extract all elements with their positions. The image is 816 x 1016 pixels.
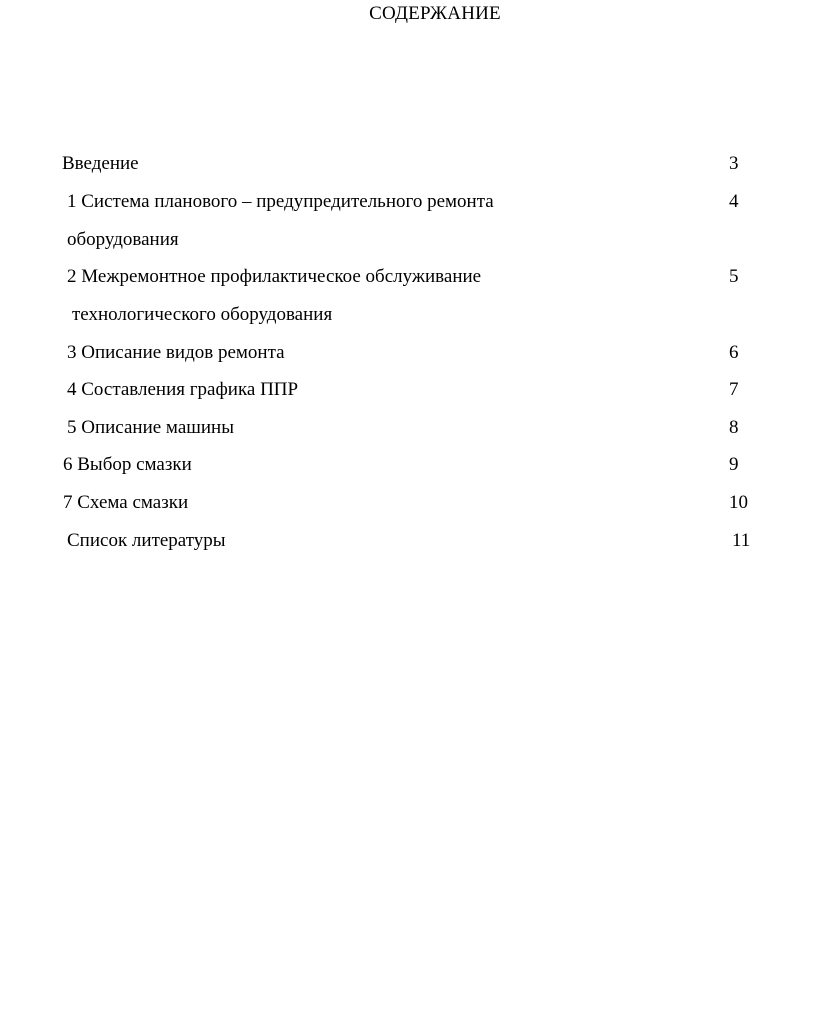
toc-page-number: 7 [729,379,739,400]
toc-entry-lubricant-choice: 6 Выбор смазки [63,454,192,475]
toc-entry-introduction: Введение [62,153,139,174]
toc-page-number: 3 [729,153,739,174]
toc-page-number: 6 [729,342,739,363]
toc-entry-repair-types: 3 Описание видов ремонта [67,342,285,363]
toc-entry-maintenance: 2 Межремонтное профилактическое обслуживание [67,266,482,287]
toc-entry-ppr-system-continuation: оборудования [67,229,179,250]
toc-entry-maintenance-continuation: технологического оборудования [72,304,333,325]
toc-page-number: 10 [729,492,748,513]
page-title: СОДЕРЖАНИЕ [369,3,501,24]
toc-entry-machine-description: 5 Описание машины [67,417,234,438]
toc-page-number: 8 [729,417,739,438]
toc-page-number: 11 [732,530,751,551]
toc-page-number: 5 [729,266,739,287]
toc-entry-ppr-schedule: 4 Составления графика ППР [67,379,299,400]
toc-entry-references: Список литературы [67,530,226,551]
toc-page-number: 4 [729,191,739,212]
toc-page-number: 9 [729,454,739,475]
toc-entry-ppr-system: 1 Система планового – предупредительного ремонта [67,191,494,212]
toc-entry-lubrication-scheme: 7 Схема смазки [63,492,189,513]
